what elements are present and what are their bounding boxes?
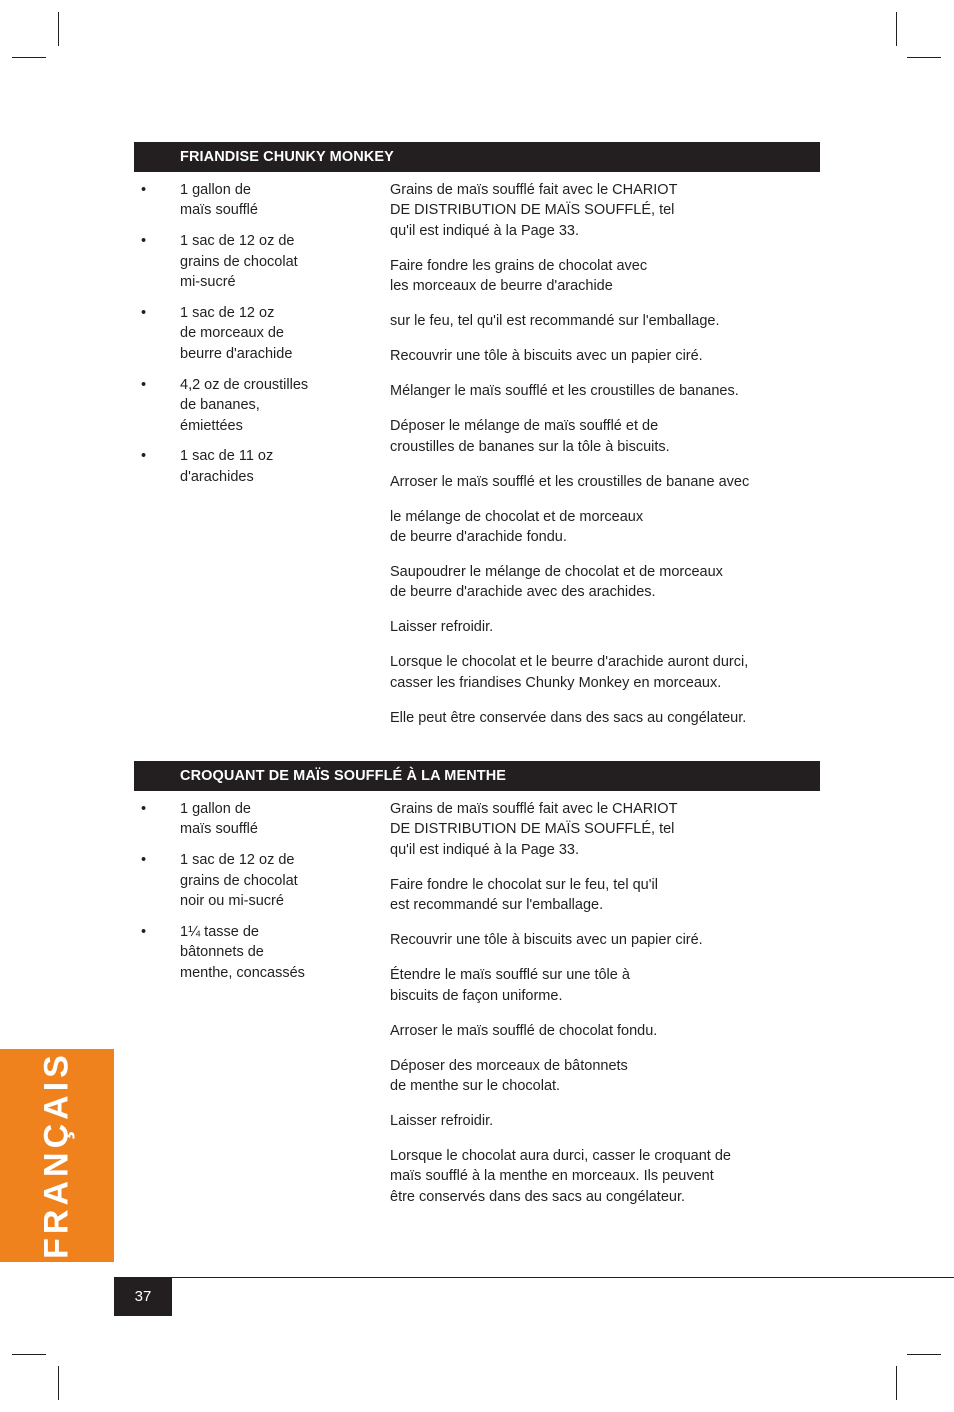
instruction-step: Étendre le maïs soufflé sur une tôle à biscuits de façon uniforme. bbox=[390, 967, 630, 1004]
ingredient-text: 1 sac de 12 oz de grains de chocolat noir ou mi-sucré bbox=[180, 852, 298, 910]
bullet-marker: • bbox=[141, 305, 147, 322]
bullet-marker: • bbox=[141, 448, 147, 465]
ingredient-text: 1 sac de 11 oz d'arachides bbox=[180, 448, 274, 485]
ingredient-item bbox=[134, 799, 354, 840]
instruction-step: Grains de maïs soufflé fait avec le CHARIOT DE DISTRIBUTION DE MAÏS SOUFFLÉ, tel qu'il est indiqué à la Page 33. bbox=[390, 801, 678, 858]
instruction-step: Faire fondre le chocolat sur le feu, tel qu'il est recommandé sur l'emballage. bbox=[390, 876, 658, 914]
ingredient-item bbox=[134, 231, 354, 292]
instruction-step: Saupoudrer le mélange de chocolat et de morceaux de beurre d'arachide avec des arachides. bbox=[390, 564, 723, 601]
instruction-step: Arroser le maïs soufflé et les croustilles de banane avec bbox=[390, 473, 750, 490]
crop-mark bbox=[12, 57, 46, 58]
instruction-step: Grains de maïs soufflé fait avec le CHARIOT DE DISTRIBUTION DE MAÏS SOUFFLÉ, tel qu'il est indiqué à la Page 33. bbox=[390, 182, 678, 239]
instruction-step: Faire fondre les grains de chocolat avec les morceaux de beurre d'arachide bbox=[390, 257, 648, 295]
bullet-marker: • bbox=[141, 852, 147, 869]
recipe-title: FRIANDISE CHUNKY MONKEY bbox=[134, 142, 820, 172]
ingredient-text: 1¼ tasse de bâtonnets de menthe, concassés bbox=[180, 924, 305, 981]
bullet-marker: • bbox=[141, 924, 147, 941]
bullet-marker: • bbox=[141, 801, 147, 817]
crop-mark bbox=[896, 12, 897, 46]
crop-mark bbox=[896, 1366, 897, 1400]
ingredient-item bbox=[134, 446, 354, 487]
footer-rule bbox=[114, 1277, 954, 1278]
instruction-step: Elle peut être conservée dans des sacs au congélateur. bbox=[390, 709, 747, 726]
bullet-marker: • bbox=[141, 376, 147, 393]
instruction-step: le mélange de chocolat et de morceaux de beurre d'arachide fondu. bbox=[390, 508, 644, 546]
instruction-step: Déposer des morceaux de bâtonnets de menthe sur le chocolat. bbox=[390, 1057, 628, 1095]
ingredient-text: 4,2 oz de croustilles de bananes, émiettées bbox=[180, 376, 309, 434]
instruction-step: Lorsque le chocolat aura durci, casser le croquant de maïs soufflé à la menthe en morceaux. Ils peuvent être conservés dans des sacs au congélateur. bbox=[390, 1148, 731, 1205]
recipe-chunky-monkey bbox=[134, 142, 820, 726]
crop-mark bbox=[12, 1354, 46, 1355]
bullet-marker: • bbox=[141, 182, 147, 198]
instruction-list bbox=[390, 180, 810, 743]
ingredient-item bbox=[134, 850, 354, 911]
instruction-step: Recouvrir une tôle à biscuits avec un papier ciré. bbox=[390, 348, 703, 365]
recipe-title: CROQUANT DE MAÏS SOUFFLÉ À LA MENTHE bbox=[134, 761, 820, 791]
language-tab bbox=[0, 1049, 114, 1262]
crop-mark bbox=[907, 57, 941, 58]
instruction-step: Recouvrir une tôle à biscuits avec un papier ciré. bbox=[390, 932, 703, 949]
bullet-marker: • bbox=[141, 233, 147, 250]
recipe-croquant-menthe bbox=[134, 761, 820, 1205]
instruction-step: Lorsque le chocolat et le beurre d'arachide auront durci, casser les friandises Chunky Monkey en morceaux. bbox=[390, 654, 749, 691]
ingredient-item bbox=[134, 303, 354, 364]
instruction-step: Déposer le mélange de maïs soufflé et de croustilles de bananes sur la tôle à biscuits. bbox=[390, 418, 670, 455]
ingredient-text: 1 sac de 12 oz de grains de chocolat mi-sucré bbox=[180, 233, 298, 291]
ingredient-text: 1 sac de 12 oz de morceaux de beurre d'arachide bbox=[180, 305, 293, 362]
language-tab-label: FRANÇAIS bbox=[37, 1051, 76, 1259]
ingredient-text: 1 gallon de maïs soufflé bbox=[180, 182, 258, 219]
instruction-step: Mélanger le maïs soufflé et les croustilles de bananes. bbox=[390, 383, 739, 400]
ingredient-item bbox=[134, 375, 354, 436]
crop-mark bbox=[907, 1354, 941, 1355]
instruction-step: sur le feu, tel qu'il est recommandé sur l'emballage. bbox=[390, 313, 720, 330]
ingredient-list bbox=[134, 799, 354, 994]
page-number: 37 bbox=[114, 1278, 172, 1316]
instruction-list bbox=[390, 799, 810, 1222]
instruction-step: Laisser refroidir. bbox=[390, 619, 494, 636]
crop-mark bbox=[58, 12, 59, 46]
ingredient-item bbox=[134, 180, 354, 221]
ingredient-item bbox=[134, 922, 354, 983]
instruction-step: Laisser refroidir. bbox=[390, 1113, 494, 1130]
crop-mark bbox=[58, 1366, 59, 1400]
ingredient-text: 1 gallon de maïs soufflé bbox=[180, 801, 258, 838]
instruction-step: Arroser le maïs soufflé de chocolat fondu. bbox=[390, 1022, 658, 1039]
ingredient-list bbox=[134, 180, 354, 498]
